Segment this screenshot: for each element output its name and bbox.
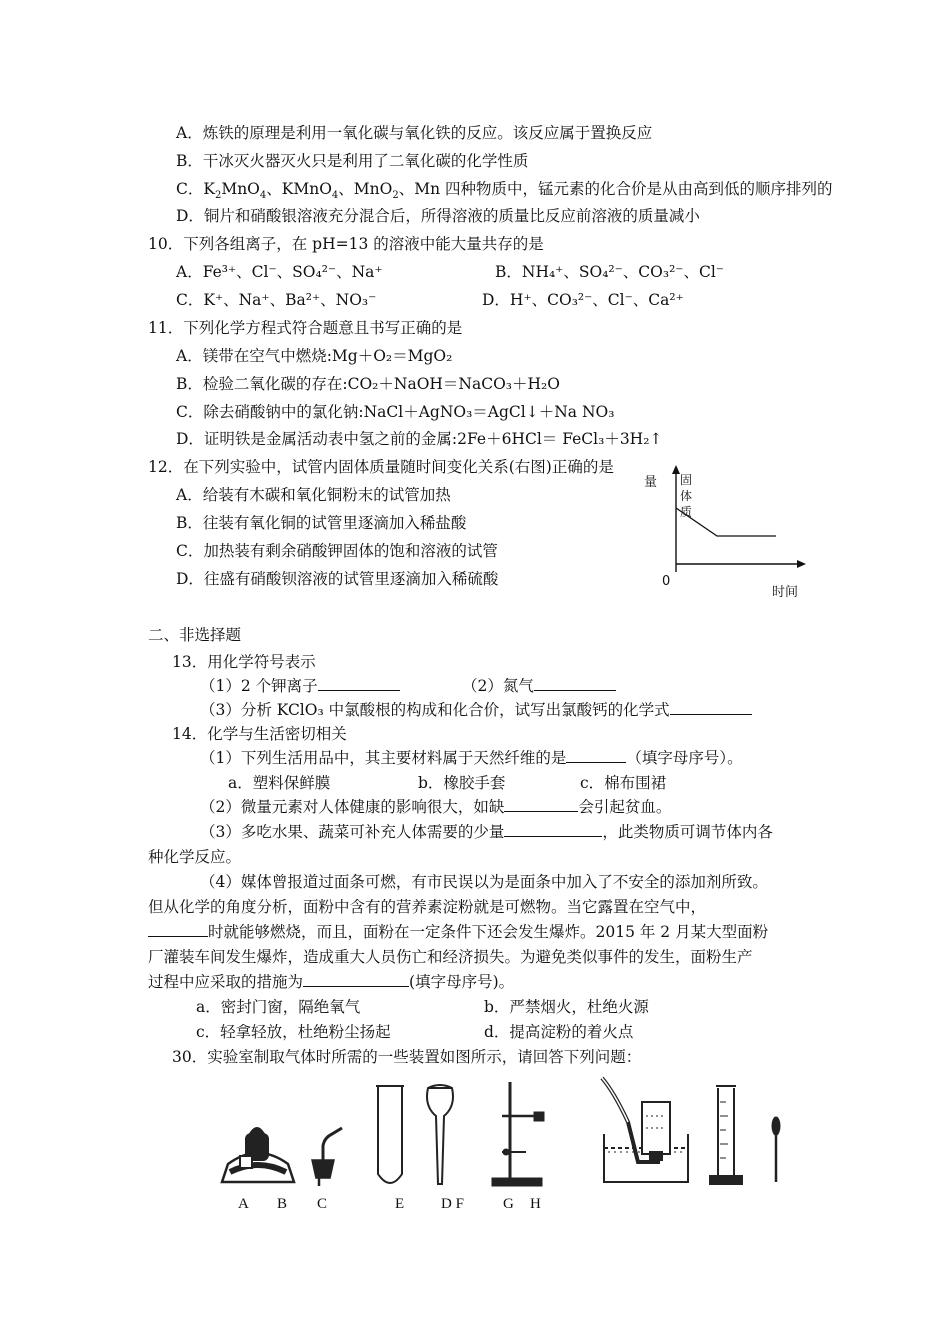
q13-part3: （3）分析 KClO₃ 中氯酸根的构成和化合价，试写出氯酸钙的化学式 — [200, 700, 752, 720]
q13-stem: 13．用化学符号表示 — [172, 653, 316, 671]
q11-stem: 11．下列化学方程式符合题意且书写正确的是 — [148, 319, 463, 337]
q12-option-d: D．往盛有硝酸钡溶液的试管里逐滴加入稀硫酸 — [176, 570, 499, 588]
answer-blank[interactable] — [303, 972, 409, 987]
q14-part4-option-a: a．密封门窗，隔绝氧气 — [196, 998, 361, 1016]
graph-y-label-1: 量 — [644, 475, 658, 490]
graph-y-label-2: 固 — [680, 473, 693, 487]
q14-part3: （3）多吃水果、蔬菜可补充人体需要的少量 ，此类物质可调节体内各 — [200, 823, 773, 841]
graph-origin-label: 0 — [662, 574, 671, 589]
alcohol-lamp-icon — [222, 1128, 294, 1182]
q14-part1-option-b: b．橡胶手套 — [418, 774, 506, 792]
q12-stem: 12．在下列实验中，试管内固体质量随时间变化关系(右图)正确的是 — [148, 458, 614, 476]
answer-blank[interactable] — [534, 676, 616, 691]
answer-blank[interactable] — [504, 797, 578, 812]
q14-part4-line2: 但从化学的角度分析，面粉中含有的营养素淀粉就是可燃物。当它露置在空气中， — [148, 898, 707, 916]
q12-option-c: C．加热装有剩余硝酸钾固体的饱和溶液的试管 — [176, 542, 498, 560]
q14-part4-option-c: c．轻拿轻放，杜绝粉尘扬起 — [196, 1023, 391, 1041]
q14-part4-line5: 过程中应采取的措施为 (填字母序号)。 — [148, 973, 515, 991]
graduated-cylinder-icon — [710, 1086, 742, 1184]
q14-part1: （1）下列生活用品中，其主要材料属于天然纤维的是 （填字母序号）。 — [200, 749, 743, 767]
funnel-icon — [427, 1085, 453, 1184]
q11-option-c: C．除去硝酸钠中的氯化钠:NaCl＋AgNO₃＝AgCl↓＋Na NO₃ — [176, 403, 615, 421]
lab-apparatus-figure — [210, 1072, 800, 1192]
q12-option-a: A．给装有木碳和氧化铜粉末的试管加热 — [176, 486, 451, 504]
water-trough-icon — [602, 1078, 688, 1182]
graph-y-arrow — [672, 465, 680, 474]
q14-part4-line3: 时就能够燃烧，而且，面粉在一定条件下还会发生爆炸。2015 年 2 月某大型面粉 — [148, 922, 768, 942]
q9-option-d: D．铜片和硝酸银溶液充分混合后，所得溶液的质量比反应前溶液的质量减小 — [176, 207, 700, 225]
q14-part1-option-a: a．塑料保鲜膜 — [228, 774, 331, 792]
q14-part4-line1: （4）媒体曾报道过面条可燃，有市民误以为是面条中加入了不安全的添加剂所致。 — [200, 873, 768, 891]
apparatus-label-h: H — [530, 1196, 541, 1212]
test-tube-icon — [376, 1086, 404, 1183]
q12-option-b: B．往装有氧化铜的试管里逐滴加入稀盐酸 — [176, 514, 467, 532]
section-heading: 二、非选择题 — [148, 626, 242, 644]
dropper-icon — [772, 1117, 780, 1182]
q10-option-b: B．NH₄⁺、SO₄²⁻、CO₃²⁻、Cl⁻ — [495, 263, 724, 281]
answer-blank[interactable] — [504, 822, 602, 837]
q13-part2: （2）氮气 — [462, 676, 616, 696]
q14-part3-line2: 种化学反应。 — [148, 848, 242, 866]
apparatus-label-c: C — [317, 1196, 328, 1212]
q9-option-a: A．炼铁的原理是利用一氧化碳与氧化铁的反应。该反应属于置换反应 — [176, 124, 653, 142]
stopper-with-tube-icon — [312, 1128, 342, 1186]
graph-y-label-4: 质 — [680, 505, 693, 519]
q14-part1-option-c: c．棉布围裙 — [580, 774, 667, 792]
q14-part2: （2）微量元素对人体健康的影响很大，如缺 会引起贫血。 — [200, 798, 672, 816]
q10-option-c: C．K⁺、Na⁺、Ba²⁺、NO₃⁻ — [176, 291, 377, 309]
graph-y-label-3: 体 — [680, 489, 693, 503]
apparatus-label-e: E — [395, 1196, 405, 1212]
q30-stem: 30．实验室制取气体时所需的一些装置如图所示，请回答下列问题： — [172, 1048, 642, 1066]
q13-part1: （1）2 个钾离子 — [200, 676, 400, 696]
q14-stem: 14．化学与生活密切相关 — [172, 725, 347, 743]
answer-blank[interactable] — [670, 700, 752, 715]
q11-option-d: D．证明铁是金属活动表中氢之前的金属:2Fe＋6HCl＝ FeCl₃＋3H₂↑ — [176, 430, 663, 448]
q14-part4-option-d: d．提高淀粉的着火点 — [484, 1023, 634, 1041]
q10-option-d: D．H⁺、CO₃²⁻、Cl⁻、Ca²⁺ — [482, 291, 684, 309]
answer-blank[interactable] — [566, 748, 626, 763]
iron-stand-icon — [492, 1082, 544, 1186]
answer-blank[interactable] — [148, 922, 208, 937]
q14-part4-option-b: b．严禁烟火，杜绝火源 — [484, 998, 649, 1016]
q9-option-b: B．干冰灭火器灭火只是利用了二氧化碳的化学性质 — [176, 152, 529, 170]
q9-option-c: C．$K_2MnO_4$、KMnO$_4$、MnO$_2$、Mn 四种物质中，锰元素的化合价是从由高到低的顺序排列的 — [176, 180, 833, 202]
apparatus-label-b: B — [277, 1196, 288, 1212]
q11-option-a: A．镁带在空气中燃烧:Mg＋O₂＝MgO₂ — [176, 347, 453, 365]
graph-x-label: 时间 — [772, 585, 799, 600]
q10-option-a: A．Fe³⁺、Cl⁻、SO₄²⁻、Na⁺ — [176, 263, 383, 281]
q10-stem: 10．下列各组离子，在 pH=13 的溶液中能大量共存的是 — [148, 235, 544, 253]
q14-part4-line4: 厂灌装车间发生爆炸，造成重大人员伤亡和经济损失。为避免类似事件的发生，面粉生产 — [148, 948, 753, 966]
apparatus-label-a: A — [238, 1196, 249, 1212]
apparatus-label-df: D F — [441, 1196, 464, 1212]
answer-blank[interactable] — [318, 676, 400, 691]
q12-mass-time-graph — [640, 462, 820, 602]
q11-option-b: B．检验二氧化碳的存在:CO₂＋NaOH＝NaCO₃＋H₂O — [176, 375, 560, 393]
graph-x-arrow — [797, 560, 806, 568]
apparatus-label-g: G — [503, 1196, 514, 1212]
